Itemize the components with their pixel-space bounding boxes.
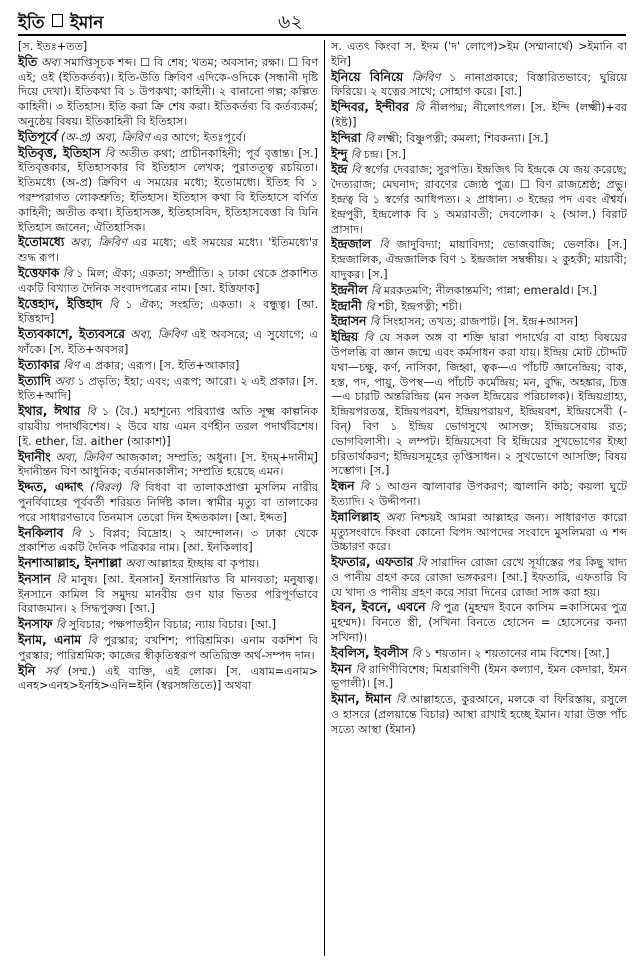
- headword: ইদানীং: [18, 449, 51, 464]
- part-of-speech: অব্য, ক্রিবিণ: [130, 328, 187, 342]
- dictionary-entry: [331, 40, 627, 70]
- dictionary-entry: [331, 314, 627, 330]
- dictionary-entry: [18, 235, 318, 266]
- part-of-speech: বি: [87, 634, 97, 648]
- dictionary-entry: [18, 526, 318, 557]
- headword: ইনিয়ে বিনিয়ে: [331, 69, 404, 84]
- definition-text: রাগিণীবিশেষ; মিশ্ররাগিণী (ইমন কল্যাণ, ইমন কেদারা, ইমন ভূপালী)। [স.]: [331, 662, 627, 691]
- header-last-word: ইমান: [70, 13, 104, 33]
- dictionary-entry: [18, 450, 318, 481]
- part-of-speech: বি: [363, 331, 374, 345]
- column-divider: [324, 40, 325, 956]
- headword: ইন্দ্রাসন: [331, 314, 367, 329]
- headword: ইন্দ্র: [331, 162, 348, 177]
- dictionary-entry: [331, 162, 627, 237]
- dictionary-entry: [331, 646, 627, 662]
- page-header: [18, 6, 626, 36]
- definition-text: সুবিচার; পক্ষপাতহীন বিচার; ন্যায় বিচার। [আ.]: [68, 618, 277, 632]
- headword: ইন্দু: [331, 146, 348, 161]
- dictionary-entry: [331, 299, 627, 315]
- dictionary-entry: [18, 130, 318, 146]
- right-column: [331, 40, 627, 956]
- part-of-speech: (অ-প্র) অব্য, ক্রিবিণ: [60, 130, 150, 144]
- dictionary-entry: [331, 70, 627, 101]
- definition-text: পুত্র (মুহম্মদ ইবনে কাসিম =কাসিমের পুত্র মুহম্মদ)। বিনতে স্ত্রী, (সখিনা বিনতে হোসেন = হোসেনের কন্যা সখিনা)।: [331, 601, 627, 645]
- part-of-speech: অব্য, ক্রিবিণ: [55, 450, 112, 464]
- headword: ইবন, ইবনে, এবনে: [331, 600, 426, 615]
- definition-text: নীলপদ্ম; নীলোৎপল। [স. ইন্দি (লক্ষ্মী)+বর (ইষ্ট)]: [331, 101, 627, 129]
- definition-text: ১ শয়তান। ২ শয়তানের নাম বিশেষ। [আ.]: [424, 646, 610, 660]
- definition-text: আল্লাহতে, কুরআনে, মলকে বা ফিরিস্তায়, রসুলে ও হাসরে (প্রলয়ান্তে বিচার) আস্থা রাখাই হচ্ছে ইমান। যারা উক্ত পাঁচ সত্যে আস্থা (ইমান): [331, 693, 627, 736]
- headword: ইত্তেহাদ, ইত্তিহাদ: [18, 296, 103, 311]
- definition-text: এ প্রকার; এরূপ। [স. ইতি+আকার]: [82, 358, 240, 372]
- dictionary-entry: [331, 692, 627, 737]
- definition-text: শচী, ইন্দ্রপত্নী; শচী।: [378, 299, 462, 313]
- part-of-speech: বি: [364, 131, 375, 145]
- headword: ইন্দিবর, ইন্দীবর: [331, 100, 410, 115]
- definition-text: স্বর্গের দেবরাজ; সুরপতি। ইন্দ্রজিৎ বি ইন্দ্রকে যে জয় করেছে; দৈত্যরাজ; মেঘনাদ; রাবণের জ্যেষ্ঠ পুত্র। ☐ বিণ রাজশ্রেষ্ঠ; প্রভু। ইন্দ্রত্ব বি ১ স্বর্গের আধিপত্য। ২ প্রাধান্য। ৩ ইন্দ্রের পদ এবং ঐশ্বর্য। ইন্দ্রপুরী, ইন্দ্রলোক বি ১ অমরাবতী; দেবলোক। ২ (আল.) বিরাট প্রাসাদ।: [331, 163, 627, 236]
- part-of-speech: অব্য: [40, 55, 61, 69]
- dictionary-entry: [18, 327, 318, 358]
- headword: ইফতার, এফতার: [331, 555, 414, 570]
- header-rule: [18, 34, 626, 36]
- headword: ইত্যাদি: [18, 373, 51, 388]
- definition-text: মরকতমণি; নীলকান্তমণি; পান্না; emerald। [স.]: [383, 283, 597, 297]
- dictionary-entry: [331, 131, 627, 147]
- dictionary-entry: [18, 374, 318, 405]
- part-of-speech: বি: [369, 315, 380, 329]
- headword: ইনাম, এনাম: [18, 633, 82, 648]
- headword: ইমন: [331, 661, 352, 676]
- part-of-speech: অব্য: [125, 557, 145, 571]
- dictionary-entry: [18, 55, 318, 130]
- headword: ইথার, ঈথার: [18, 404, 81, 419]
- definition-text: স. এতৎ কিংবা স. ইদম ('দ' লোপে)>ইম (সম্মানার্থে) >ইমানি বা ইনি]: [331, 40, 627, 68]
- headword: ইন্দ্রজাল: [331, 237, 372, 252]
- headword: ইন্দ্রনীল: [331, 282, 368, 297]
- part-of-speech: বি: [351, 163, 361, 177]
- definition-text: আজকাল; সম্প্রতি; অধুনা। [স. ইদম্‌+দানীম্‌] ইদানীন্তন বিণ আধুনিক; বর্তমানকালীন; সম্প্রতি হয়েছে এমন।: [18, 450, 318, 479]
- part-of-speech: বি: [414, 101, 425, 115]
- part-of-speech: বি: [71, 526, 81, 540]
- dictionary-entry: [331, 283, 627, 299]
- part-of-speech: বি: [365, 299, 375, 313]
- definition-text: এর আগে; ইতঃপূর্বে।: [153, 130, 246, 144]
- part-of-speech: অব্য: [54, 374, 74, 388]
- definition-text: এর মধ্যে; এই সময়ের মধ্যে। 'ইতিমধ্যে'র শুদ্ধ রূপ।: [18, 236, 318, 265]
- definition-text: সারাদিন রোজা রেখে সূর্যাস্তের পর কিছু খাদ্য ও পানীয় গ্রহণ করে রোজা ভঙ্গকরণ। [আ.] ইফতারি, এফতারি বি যে খাদ্য ও পানীয় গ্রহণ করে সারা দিনের রোজা সাঙ্গ করা হয়।: [331, 556, 627, 599]
- part-of-speech: বি: [105, 146, 115, 160]
- headword: ইন্দ্রিয়: [331, 330, 359, 345]
- headword: ইত্তেফাক: [18, 265, 60, 280]
- dictionary-entry: [18, 633, 318, 664]
- headword: ইদ্দত, এদ্দাৎ: [18, 480, 84, 495]
- headword: ইন্নালিল্লাহ: [331, 509, 380, 524]
- dictionary-entry: [331, 100, 627, 131]
- definition-text: জাদুবিদ্যা; মায়াবিদ্যা; ভোজবাজি; ভেলকি। [স.] ইন্দ্রজালিক, ঐন্দ্রজালিক বিণ ১ ইন্দ্রজাল সম্বন্ধীয়। ২ কুহকী; মায়াবী; যাদুকর। [স.]: [331, 238, 627, 281]
- headword: ইন্দিরা: [331, 130, 362, 145]
- headword: ইনসান: [18, 571, 51, 586]
- dictionary-entry: [18, 572, 318, 617]
- headword: ইত্যবকাশে, ইত্যবসরে: [18, 327, 125, 342]
- headword: ইনি: [18, 663, 36, 678]
- dictionary-entry: [331, 237, 627, 282]
- headword: ইতিবৃত্ত, ইতিহাস: [18, 145, 101, 160]
- dictionary-entry: [331, 662, 627, 693]
- part-of-speech: সর্ব: [44, 664, 59, 678]
- part-of-speech: বি: [86, 405, 96, 419]
- headword: ইতি: [18, 54, 38, 69]
- definition-text: মানুষ। [আ. ইনসান] ইনসানিয়াত বি মানবতা; মনুষ্যত্ব। ইনসানে কামিল বি সমুদয় মানবীয় গুণ যার ভিতর পরিপূর্ণভাবে বিরাজমান। ২ সিদ্ধপুরুষ। [আ.]: [18, 572, 318, 616]
- definition-text: চন্দ্র। [স.]: [363, 147, 406, 161]
- part-of-speech: বি: [379, 238, 389, 252]
- definition-text: সিংহাসন; তখত; রাজপাট। [স. ইন্দ্র+আসন]: [382, 315, 578, 329]
- part-of-speech: বি: [56, 572, 66, 586]
- definition-text: ১ প্রভৃতি; ইহা; এবং; এরূপ; আরো। ২ এই প্রকার। [স. ইতি+আদি]: [18, 374, 318, 403]
- part-of-speech: অব্য, ক্রিবিণ: [70, 236, 127, 250]
- headword: ইনসাফ: [18, 617, 53, 632]
- part-of-speech: ক্রিবিণ: [411, 70, 441, 84]
- dictionary-entry: [18, 266, 318, 297]
- definition-text: বিধবা বা তালাকপ্রাপ্তা মুসলিম নারীর পুনর্বিবাহের পূর্ববর্তী শরিয়ত নির্দিষ্ট কাল। স্বামীর মৃত্যু বা তালাকের পরে সাধারণভাবে তিনমাস তেরো দিন ইদ্দতকাল। [আ. ইদ্দত]: [18, 481, 318, 524]
- dictionary-entry: [331, 147, 627, 163]
- headword: ইতিপূর্বে: [18, 129, 58, 144]
- left-column: [18, 40, 318, 956]
- definition-text: নিশ্চয়ই আমরা আল্লাহর জন্য। সাধারণত কারো মৃত্যুসংবাদে কিংবা কোনো বিপদ আপদের সংবাদে মুসলিমরা এ শব্দ উচ্চারণ করে।: [331, 510, 627, 554]
- headword: ইনকিলাব: [18, 525, 64, 540]
- definition-text: [স. ইতঃ+তত]: [18, 40, 88, 53]
- dictionary-entry: [18, 297, 318, 328]
- part-of-speech: বি: [417, 556, 427, 570]
- definition-text: ১ বিপ্লব; বিদ্রোহ। ২ আন্দোলন। ৩ ঢাকা থেকে প্রকাশিত একটি দৈনিক পত্রিকার নাম। [আ. ইনকিলাব]: [18, 526, 318, 555]
- headword: ইবলিস, ইবলীস: [331, 645, 409, 660]
- definition-text: লক্ষ্মী; বিষ্ণুপত্নী; কমলা; শিবকন্যা। [স.]: [377, 131, 549, 145]
- dictionary-entry: [18, 40, 318, 55]
- page-number: ৬২: [278, 11, 303, 33]
- definition-text: ১ নানাপ্রকারে; বিস্তারিতভাবে; ঘুরিয়ে ফিরিয়ে। ২ যত্নের সাথে; সোহাগ করে। [বা.]: [331, 70, 627, 99]
- part-of-speech: বি: [429, 601, 440, 615]
- part-of-speech: বি: [355, 662, 365, 676]
- part-of-speech: বি: [109, 297, 119, 311]
- dictionary-entry: [331, 555, 627, 600]
- dictionary-entry: [331, 600, 627, 645]
- definition-text: এই অবসরে; এ সুযোগে; এ ফাঁকে। [স. ইতি+অবসর]: [18, 328, 318, 356]
- definition-text: আল্লাহর ইচ্ছায় বা কৃপায়।: [147, 557, 260, 571]
- dictionary-entry: [18, 617, 318, 633]
- headword: ইন্ধন: [331, 479, 355, 494]
- part-of-speech: বিণ: [63, 358, 80, 372]
- part-of-speech: বি: [63, 266, 73, 280]
- headword: ইত্যাকার: [18, 357, 60, 372]
- headword: ইন্দ্রানী: [331, 298, 362, 313]
- part-of-speech: অব্য: [385, 510, 405, 524]
- part-of-speech: বি: [411, 646, 421, 660]
- headword: ইনশাআল্লাহ, ইনশাল্লা: [18, 556, 122, 571]
- part-of-speech: বি: [359, 480, 370, 494]
- definition-text: পুরস্কার; বখশিশ; পারিশ্রমিক। এনাম বকশিশ বি পুরস্কার; পারিশ্রমিক; কাজের স্বীকৃতিস্বরূপ অতিরিক্ত অর্থ-সম্পদ দান।: [18, 634, 318, 662]
- dictionary-entry: [18, 664, 318, 695]
- definition-text: ১ আগুন জ্বালাবার উপকরণ; জ্বালানি কাঠ; কয়লা ঘুটে ইত্যাদি। ২ উদ্দীপনা।: [331, 480, 627, 508]
- part-of-speech: (বিরল) বি: [90, 481, 139, 495]
- part-of-speech: বি: [370, 283, 381, 297]
- definition-text: ১ (বৈ.) মহাশূন্যে পরিব্যাপ্ত অতি সূক্ষ্ম কাল্পনিক বায়বীয় পদার্থবিশেষ। ২ উবে যায় এমন বর্ণহীন তরল পদার্থবিশেষ। [ই. ether, গ্রি. aither (আকাশ)]: [18, 405, 318, 448]
- definition-text: সমাপ্তিসূচক শব্দ। ☐ বি শেষ; খতম; অবসান; রক্ষা। ☐ বিণ এই; ওই (ইতিকর্তব্য)। ইতি-উতি ক্রিবিণ এদিকে-ওদিকে (সন্ধানী দৃষ্টি দিয়ে দেখা)। ইতিকথা বি ১ উপকথা; কাহিনী। ২ বানানো গল্প; কল্পিত কাহিনী। ৩ ইতিহাস। ইতি করা ক্রি শেষ করা। ইতিকর্তব্য বি কর্তব্যকর্ম; অনুষ্ঠেয় বিষয়। ইতিকাহিনী বি ইতিহাস।: [18, 55, 318, 128]
- dictionary-entry: [18, 358, 318, 374]
- dictionary-entry: [18, 556, 318, 572]
- dictionary-entry: [331, 510, 627, 555]
- header-box-icon: [48, 11, 67, 31]
- dictionary-entry: [18, 404, 318, 449]
- part-of-speech: বি: [55, 618, 66, 632]
- part-of-speech: বি: [396, 693, 406, 707]
- definition-text: (সম্ম.) এই ব্যক্তি, এই লোক। [স. এষাম=এনাম> এনহ>এনহ>ইনহি>এনি=ইনি (স্বরসঙ্গতিতে)] অথবা: [18, 664, 318, 693]
- definition-text: যে সকল অঙ্গ বা শক্তি দ্বারা পদার্থের বা বাহ্য বিষয়ের উপলব্ধি বা জ্ঞান জন্মে এবং কর্মসাধন করা যায়। ইন্দ্রিয় মোট চৌদ্দটি যথা—চক্ষু, কর্ণ, নাসিকা, জিহ্বা, ত্বক—এ পাঁচটি জ্ঞানেন্দ্রিয়; বাক, হস্ত, পদ, পায়ু, উপস্থ—এ পাঁচটি কর্মেন্দ্রিয়; মন, বুদ্ধি, অহঙ্কার, চিত্ত—এ চারটি অন্তরিন্দ্রিয় (মন সকল ইন্দ্রিয়ের পরিচালক)। ইন্দ্রিয়গ্রাহ্য, ইন্দ্রিয়পরতন্ত্র, ইন্দ্রিয়পরবশ, ইন্দ্রিয়পরায়ণ, ইন্দ্রিয়বশ, ইন্দ্রিয়সেবী (-বিন্) বিণ ১ ইন্দ্রিয় ভোগসুখে আসক্ত; ইন্দ্রিয়সেবায় রত; ভোগবিলাসী। ২ লম্পট। ইন্দ্রিয়সেবা বি ইন্দ্রিয়ের সুখভোগের ইচ্ছা চরিতার্থকরণ; ইন্দ্রিয়সমূহের তৃপ্তিসাধন। ২ সুখভোগে আসক্তি; বিষয় সম্ভোগ। [স.]: [331, 331, 627, 478]
- definition-text: ১ মিল; ঐক্য; একতা; সম্প্রীতি। ২ ঢাকা থেকে প্রকাশিত একটি বিখ্যাত দৈনিক সংবাদপত্রের নাম। [আ. ইত্তিফাক]: [18, 266, 318, 295]
- header-first-word: ইতি: [18, 13, 45, 33]
- dictionary-entry: [18, 146, 318, 236]
- headword: ইতোমধ্যে: [18, 235, 65, 250]
- definition-text: ১ ঐক্য; সংহতি; একতা। ২ বন্ধুত্ব। [আ. ইত্তিহাদ]: [18, 297, 318, 326]
- dictionary-entry: [18, 480, 318, 525]
- definition-text: অতীত কথা; প্রাচীনকাহিনী; পূর্ব বৃত্তান্ত। [স.] ইতিবৃত্তকার, ইতিহাসকার বি ইতিহাস লেখক; পুরাতত্ত্ব রচয়িতা। ইতিমধ্যে (অ-প্র) ক্রিবিণ এ সময়ের মধ্যে; ইতোমধ্যে। ইতিহ বি ১ পরম্পরাগত লোকশ্রুতি; ইতিহাস। ইতিহাস কথা বি ইতিহাসে বর্ণিত কাহিনী; অতীত কথা। ইতিহাসজ্ঞ, ইতিহাসবিদ, ইতিহাসবেত্তা বি যিনি ইতিহাস জানেন; ঐতিহাসিক।: [18, 146, 318, 234]
- dictionary-entry: [331, 330, 627, 479]
- headword: ইমান, ঈমান: [331, 692, 392, 707]
- dictionary-entry: [331, 479, 627, 510]
- part-of-speech: বি: [350, 147, 361, 161]
